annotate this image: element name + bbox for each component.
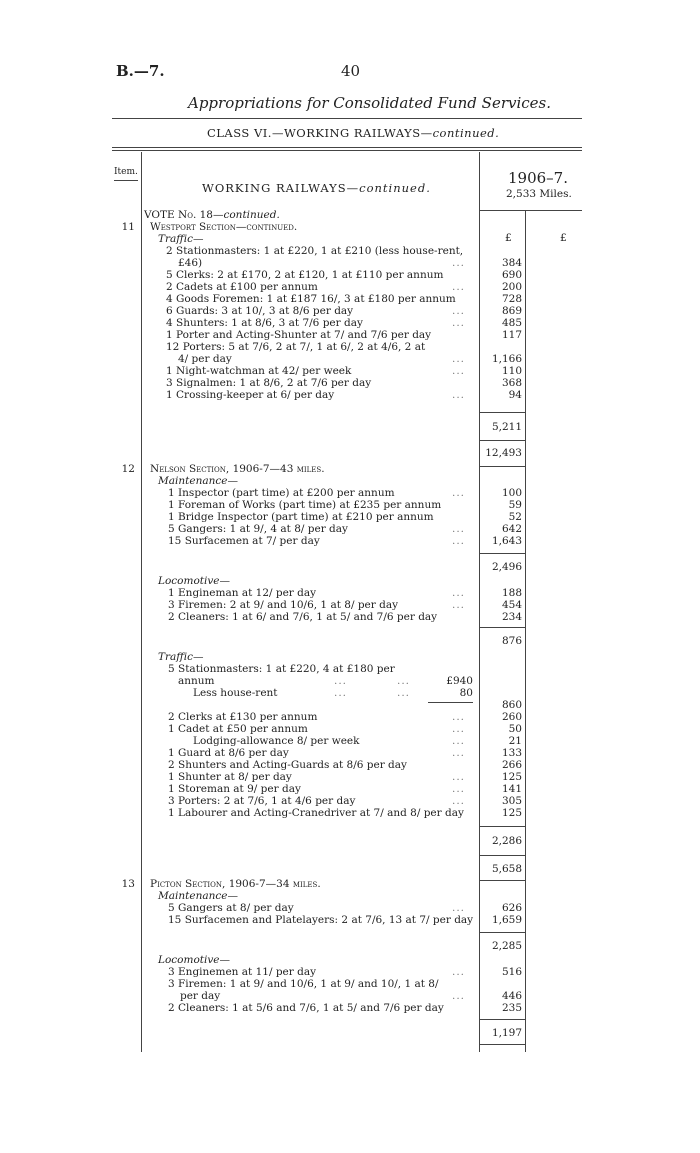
leader-dots: ...: [334, 675, 348, 687]
subtotal-rule: [480, 440, 525, 441]
row-text: Lodging-allowance 8/ per week: [193, 735, 360, 747]
leader-dots: ...: [452, 305, 466, 317]
document-reference: B.—7.: [116, 62, 165, 80]
row-amount: 1,643: [491, 535, 522, 547]
table-row: [0, 535, 700, 548]
subtotal-amount: 2,286: [491, 835, 522, 847]
total-row: [0, 863, 700, 876]
subtotal-amount: 2,496: [491, 561, 522, 573]
class-rule-double: [112, 150, 582, 151]
row-amount: 368: [501, 377, 522, 389]
section-name: Nelson Section, 1906-7—43 miles.: [150, 463, 325, 475]
row-text: [144, 209, 280, 221]
row-text: 1 Shunter at 8/ per day: [168, 771, 292, 783]
row-amount: 59: [508, 499, 522, 511]
row-amount: 234: [501, 611, 522, 623]
row-text: 4/ per day: [178, 353, 232, 365]
row-text: 2 Clerks at £130 per annum: [168, 711, 318, 723]
row-amount: 384: [501, 257, 522, 269]
leader-dots: ...: [452, 587, 466, 599]
subtotal-rule: [480, 412, 525, 413]
subtotal-row: [0, 561, 700, 574]
class-heading-text: CLASS VI.—WORKING RAILWAYS—: [207, 126, 433, 140]
subtotal-rule: [480, 627, 525, 628]
subheading: Traffic—: [158, 651, 204, 663]
subtotal-row: [0, 421, 700, 434]
row-text: 1 Crossing-keeper at 6/ per day: [166, 389, 335, 401]
row-text: 2 Cleaners: 1 at 6/ and 7/6, 1 at 5/ and 7/6 per day: [168, 611, 438, 623]
leader-dots: ...: [452, 523, 466, 535]
page-title: Appropriations for Consolidated Fund Services.: [188, 94, 552, 112]
row-amount: 642: [501, 523, 522, 535]
item-number: 12: [121, 463, 135, 475]
item-number: 11: [121, 221, 135, 233]
subtotal-row: [0, 635, 700, 648]
subtotal-amount: 2,285: [491, 940, 522, 952]
subtotal-rule: [480, 855, 525, 856]
leader-dots: ...: [452, 771, 466, 783]
leader-dots: ...: [452, 723, 466, 735]
leader-dots: ...: [452, 747, 466, 759]
subheading: Maintenance—: [158, 890, 238, 902]
item-column-header: Item.: [114, 167, 138, 177]
row-text: 1 Engineman at 12/ per day: [168, 587, 317, 599]
row-amount: 235: [501, 1002, 522, 1014]
total-row: [0, 447, 700, 460]
leader-dots: ...: [452, 281, 466, 293]
row-amount: 260: [501, 711, 522, 723]
row-amount: 133: [501, 747, 522, 759]
row-text: 4 Goods Foremen: 1 at £187 16/, 3 at £180 per annum: [166, 293, 456, 305]
row-text: 6 Guards: 3 at 10/, 3 at 8/6 per day: [166, 305, 354, 317]
row-text: 1 Cadet at £50 per annum: [168, 723, 308, 735]
row-text: per day: [180, 990, 221, 1002]
subtotal-rule: [480, 826, 525, 827]
row-text: 1 Night-watchman at 42/ per week: [166, 365, 352, 377]
row-amount: 125: [501, 807, 522, 819]
row-text: 3 Porters: 2 at 7/6, 1 at 4/6 per day: [168, 795, 356, 807]
year-header: 1906–7.: [508, 169, 568, 187]
row-amount: 728: [501, 293, 522, 305]
row-amount: 1,659: [491, 914, 522, 926]
miles-header: 2,533 Miles.: [506, 188, 572, 200]
leader-dots: ...: [397, 675, 411, 687]
row-amount: 869: [501, 305, 522, 317]
subtotal-rule: [480, 932, 525, 933]
subtotal-rule: [480, 1044, 525, 1045]
row-text: 5 Stationmasters: 1 at £220, 4 at £180 per: [168, 663, 395, 675]
row-text: 1 Guard at 8/6 per day: [168, 747, 289, 759]
row-amount: 266: [501, 759, 522, 771]
row-amount: 860: [501, 699, 522, 711]
leader-dots: ...: [452, 966, 466, 978]
row-amount: 305: [501, 795, 522, 807]
row-amount: 1,166: [491, 353, 522, 365]
section-heading: [202, 183, 431, 195]
total-amount: 5,658: [491, 863, 522, 875]
leader-dots: ...: [452, 365, 466, 377]
row-text: 12 Porters: 5 at 7/6, 2 at 7/, 1 at 6/, 2 at 4/6, 2 at: [166, 341, 426, 353]
row-text: annum: [178, 675, 215, 687]
row-amount: 141: [501, 783, 522, 795]
class-heading-continued: continued.: [432, 126, 500, 140]
leader-dots: ...: [452, 735, 466, 747]
class-rule: [112, 147, 582, 148]
row-text: 5 Gangers at 8/ per day: [168, 902, 294, 914]
row-text: 1 Labourer and Acting-Cranedriver at 7/ and 8/ per day: [168, 807, 464, 819]
row-text: 1 Porter and Acting-Shunter at 7/ and 7/6 per day: [166, 329, 432, 341]
vote-label: VOTE No. 18—: [144, 209, 224, 221]
leader-dots: ...: [452, 487, 466, 499]
leader-dots: ...: [452, 711, 466, 723]
subtotal-amount: 5,211: [491, 421, 522, 433]
page-number: 40: [341, 62, 361, 80]
table-row: [0, 611, 700, 624]
table-row: [0, 807, 700, 820]
row-text: 5 Clerks: 2 at £170, 2 at £120, 1 at £110 per annum: [166, 269, 444, 281]
item-header-rule: [114, 180, 138, 181]
leader-dots: ...: [452, 783, 466, 795]
row-text: 3 Enginemen at 11/ per day: [168, 966, 317, 978]
row-text: Less house-rent: [193, 687, 278, 699]
row-amount: 94: [508, 389, 522, 401]
row-amount: 100: [501, 487, 522, 499]
subtotal-rule: [480, 1019, 525, 1020]
row-text: 1 Foreman of Works (part time) at £235 per annum: [168, 499, 442, 511]
leader-dots: ...: [452, 353, 466, 365]
pound-sign-1: £: [505, 232, 512, 244]
leader-dots: ...: [452, 535, 466, 547]
subheading: Locomotive—: [158, 575, 230, 587]
inner-amount: £940: [446, 675, 473, 687]
section-heading-text: WORKING RAILWAYS—: [202, 181, 360, 195]
leader-dots: ...: [452, 599, 466, 611]
row-amount: 200: [501, 281, 522, 293]
class-heading: [207, 128, 499, 140]
row-amount: 690: [501, 269, 522, 281]
leader-dots: ...: [452, 257, 466, 269]
inner-amount: 80: [459, 687, 473, 699]
item-number: 13: [121, 878, 135, 890]
row-amount: 110: [501, 365, 522, 377]
row-amount: 50: [508, 723, 522, 735]
row-amount: 188: [501, 587, 522, 599]
row-text: 2 Cadets at £100 per annum: [166, 281, 318, 293]
leader-dots: ...: [452, 317, 466, 329]
row-text: 3 Signalmen: 1 at 8/6, 2 at 7/6 per day: [166, 377, 372, 389]
row-text: 2 Shunters and Acting-Guards at 8/6 per day: [168, 759, 407, 771]
row-text: 3 Firemen: 2 at 9/ and 10/6, 1 at 8/ per day: [168, 599, 399, 611]
row-amount: 626: [501, 902, 522, 914]
subtotal-row: [0, 940, 700, 953]
section-name: Westport Section—continued.: [150, 221, 298, 233]
section-heading-continued: continued.: [359, 181, 431, 195]
table-row: [0, 1002, 700, 1015]
row-text: 15 Surfacemen and Platelayers: 2 at 7/6, 13 at 7/ per day: [168, 914, 474, 926]
subheading: Traffic—: [158, 233, 204, 245]
table-row: [0, 389, 700, 402]
row-text: 2 Cleaners: 1 at 5/6 and 7/6, 1 at 5/ and 7/6 per day: [168, 1002, 444, 1014]
row-text: 2 Stationmasters: 1 at £220, 1 at £210 (less house-rent,: [166, 245, 464, 257]
row-text: 1 Bridge Inspector (part time) at £210 per annum: [168, 511, 434, 523]
row-amount: 485: [501, 317, 522, 329]
row-amount: 446: [501, 990, 522, 1002]
row-text: 1 Inspector (part time) at £200 per annum: [168, 487, 395, 499]
total-amount: 12,493: [485, 447, 522, 459]
row-amount: 125: [501, 771, 522, 783]
leader-dots: ...: [452, 389, 466, 401]
row-text: 4 Shunters: 1 at 8/6, 3 at 7/6 per day: [166, 317, 363, 329]
subtotal-amount: 1,197: [491, 1027, 522, 1039]
row-amount: 52: [508, 511, 522, 523]
row-amount: 21: [508, 735, 522, 747]
subheading: Maintenance—: [158, 475, 238, 487]
subtotal-row: [0, 835, 700, 848]
pound-sign-2: £: [560, 232, 567, 244]
row-text: 15 Surfacemen at 7/ per day: [168, 535, 320, 547]
table-row: [0, 914, 700, 927]
leader-dots: ...: [452, 902, 466, 914]
row-text: 5 Gangers: 1 at 9/, 4 at 8/ per day: [168, 523, 348, 535]
row-text: £46): [178, 257, 203, 269]
leader-dots: ...: [452, 990, 466, 1002]
row-text: 1 Storeman at 9/ per day: [168, 783, 301, 795]
leader-dots: ...: [452, 795, 466, 807]
subtotal-amount: 876: [501, 635, 522, 647]
subtotal-rule: [480, 553, 525, 554]
vote-continued: continued.: [223, 209, 280, 221]
leader-dots: ...: [334, 687, 348, 699]
row-amount: 516: [501, 966, 522, 978]
row-text: 3 Firemen: 1 at 9/ and 10/6, 1 at 9/ and 10/, 1 at 8/: [168, 978, 439, 990]
section-name: Picton Section, 1906-7—34 miles.: [150, 878, 321, 890]
row-amount: 117: [501, 329, 522, 341]
leader-dots: ...: [397, 687, 411, 699]
title-rule: [112, 118, 582, 119]
subheading: Locomotive—: [158, 954, 230, 966]
row-amount: 454: [501, 599, 522, 611]
subtotal-row: [0, 1027, 700, 1040]
